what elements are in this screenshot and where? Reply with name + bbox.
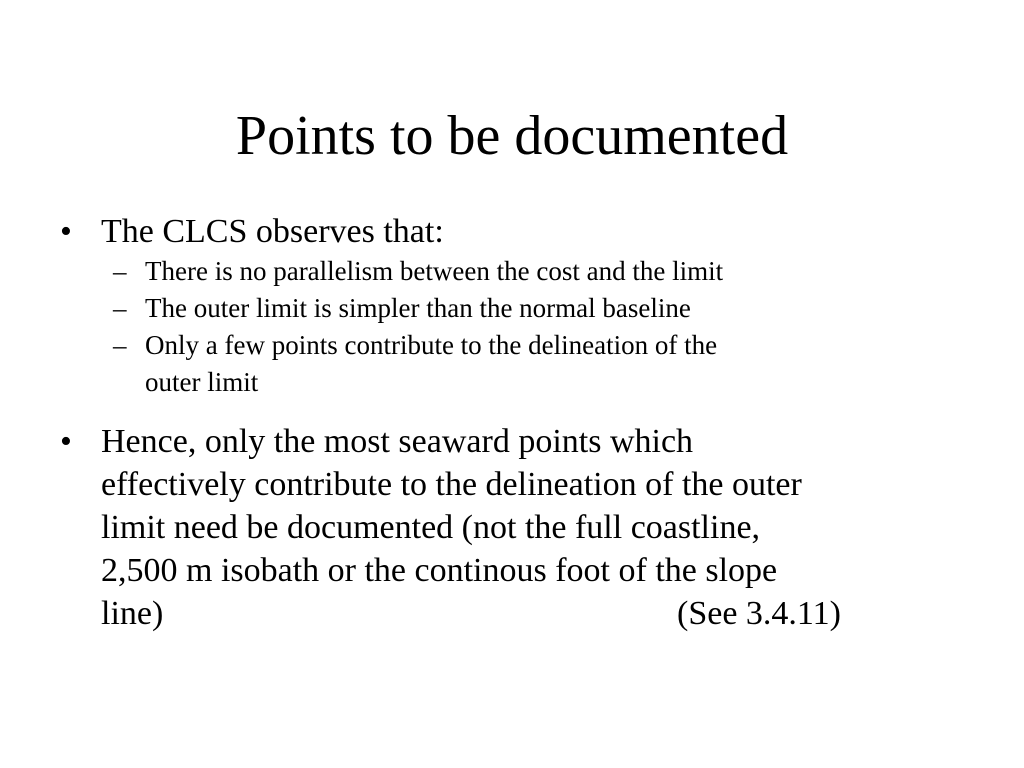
bullet-paragraph <box>101 420 931 635</box>
sub-bullet-marker: – <box>113 293 127 323</box>
slide-title: Points to be documented <box>235 105 789 167</box>
sub-bullet-marker: – <box>113 330 127 360</box>
bullet-text-line: line) <box>101 595 164 632</box>
section-reference: (See 3.4.11) <box>677 595 841 632</box>
sub-bullet-item <box>113 290 913 327</box>
sub-bullet-text-line: outer limit <box>145 367 259 397</box>
sub-bullet-item <box>113 253 913 290</box>
bullet-last-line <box>101 592 931 635</box>
sub-bullet-text-line: Only a few points contribute to the delineation of the <box>145 330 718 360</box>
bullet-marker: • <box>60 423 72 460</box>
bullet-marker: • <box>60 213 72 250</box>
sub-bullet-list <box>113 253 913 401</box>
bullet-text: The CLCS observes that: <box>101 213 444 250</box>
bullet-text-line: limit need be documented (not the full coastline, <box>101 509 761 546</box>
bullet-text-line: effectively contribute to the delineation of the outer <box>101 466 802 503</box>
sub-bullet-marker: – <box>113 256 127 286</box>
sub-bullet-text: There is no parallelism between the cost and the limit <box>145 256 724 286</box>
sub-bullet-item <box>113 327 913 401</box>
bullet-text-line: 2,500 m isobath or the continous foot of the slope <box>101 552 778 589</box>
sub-bullet-text: The outer limit is simpler than the normal baseline <box>145 293 691 323</box>
bullet-text-line: Hence, only the most seaward points which <box>101 423 694 460</box>
